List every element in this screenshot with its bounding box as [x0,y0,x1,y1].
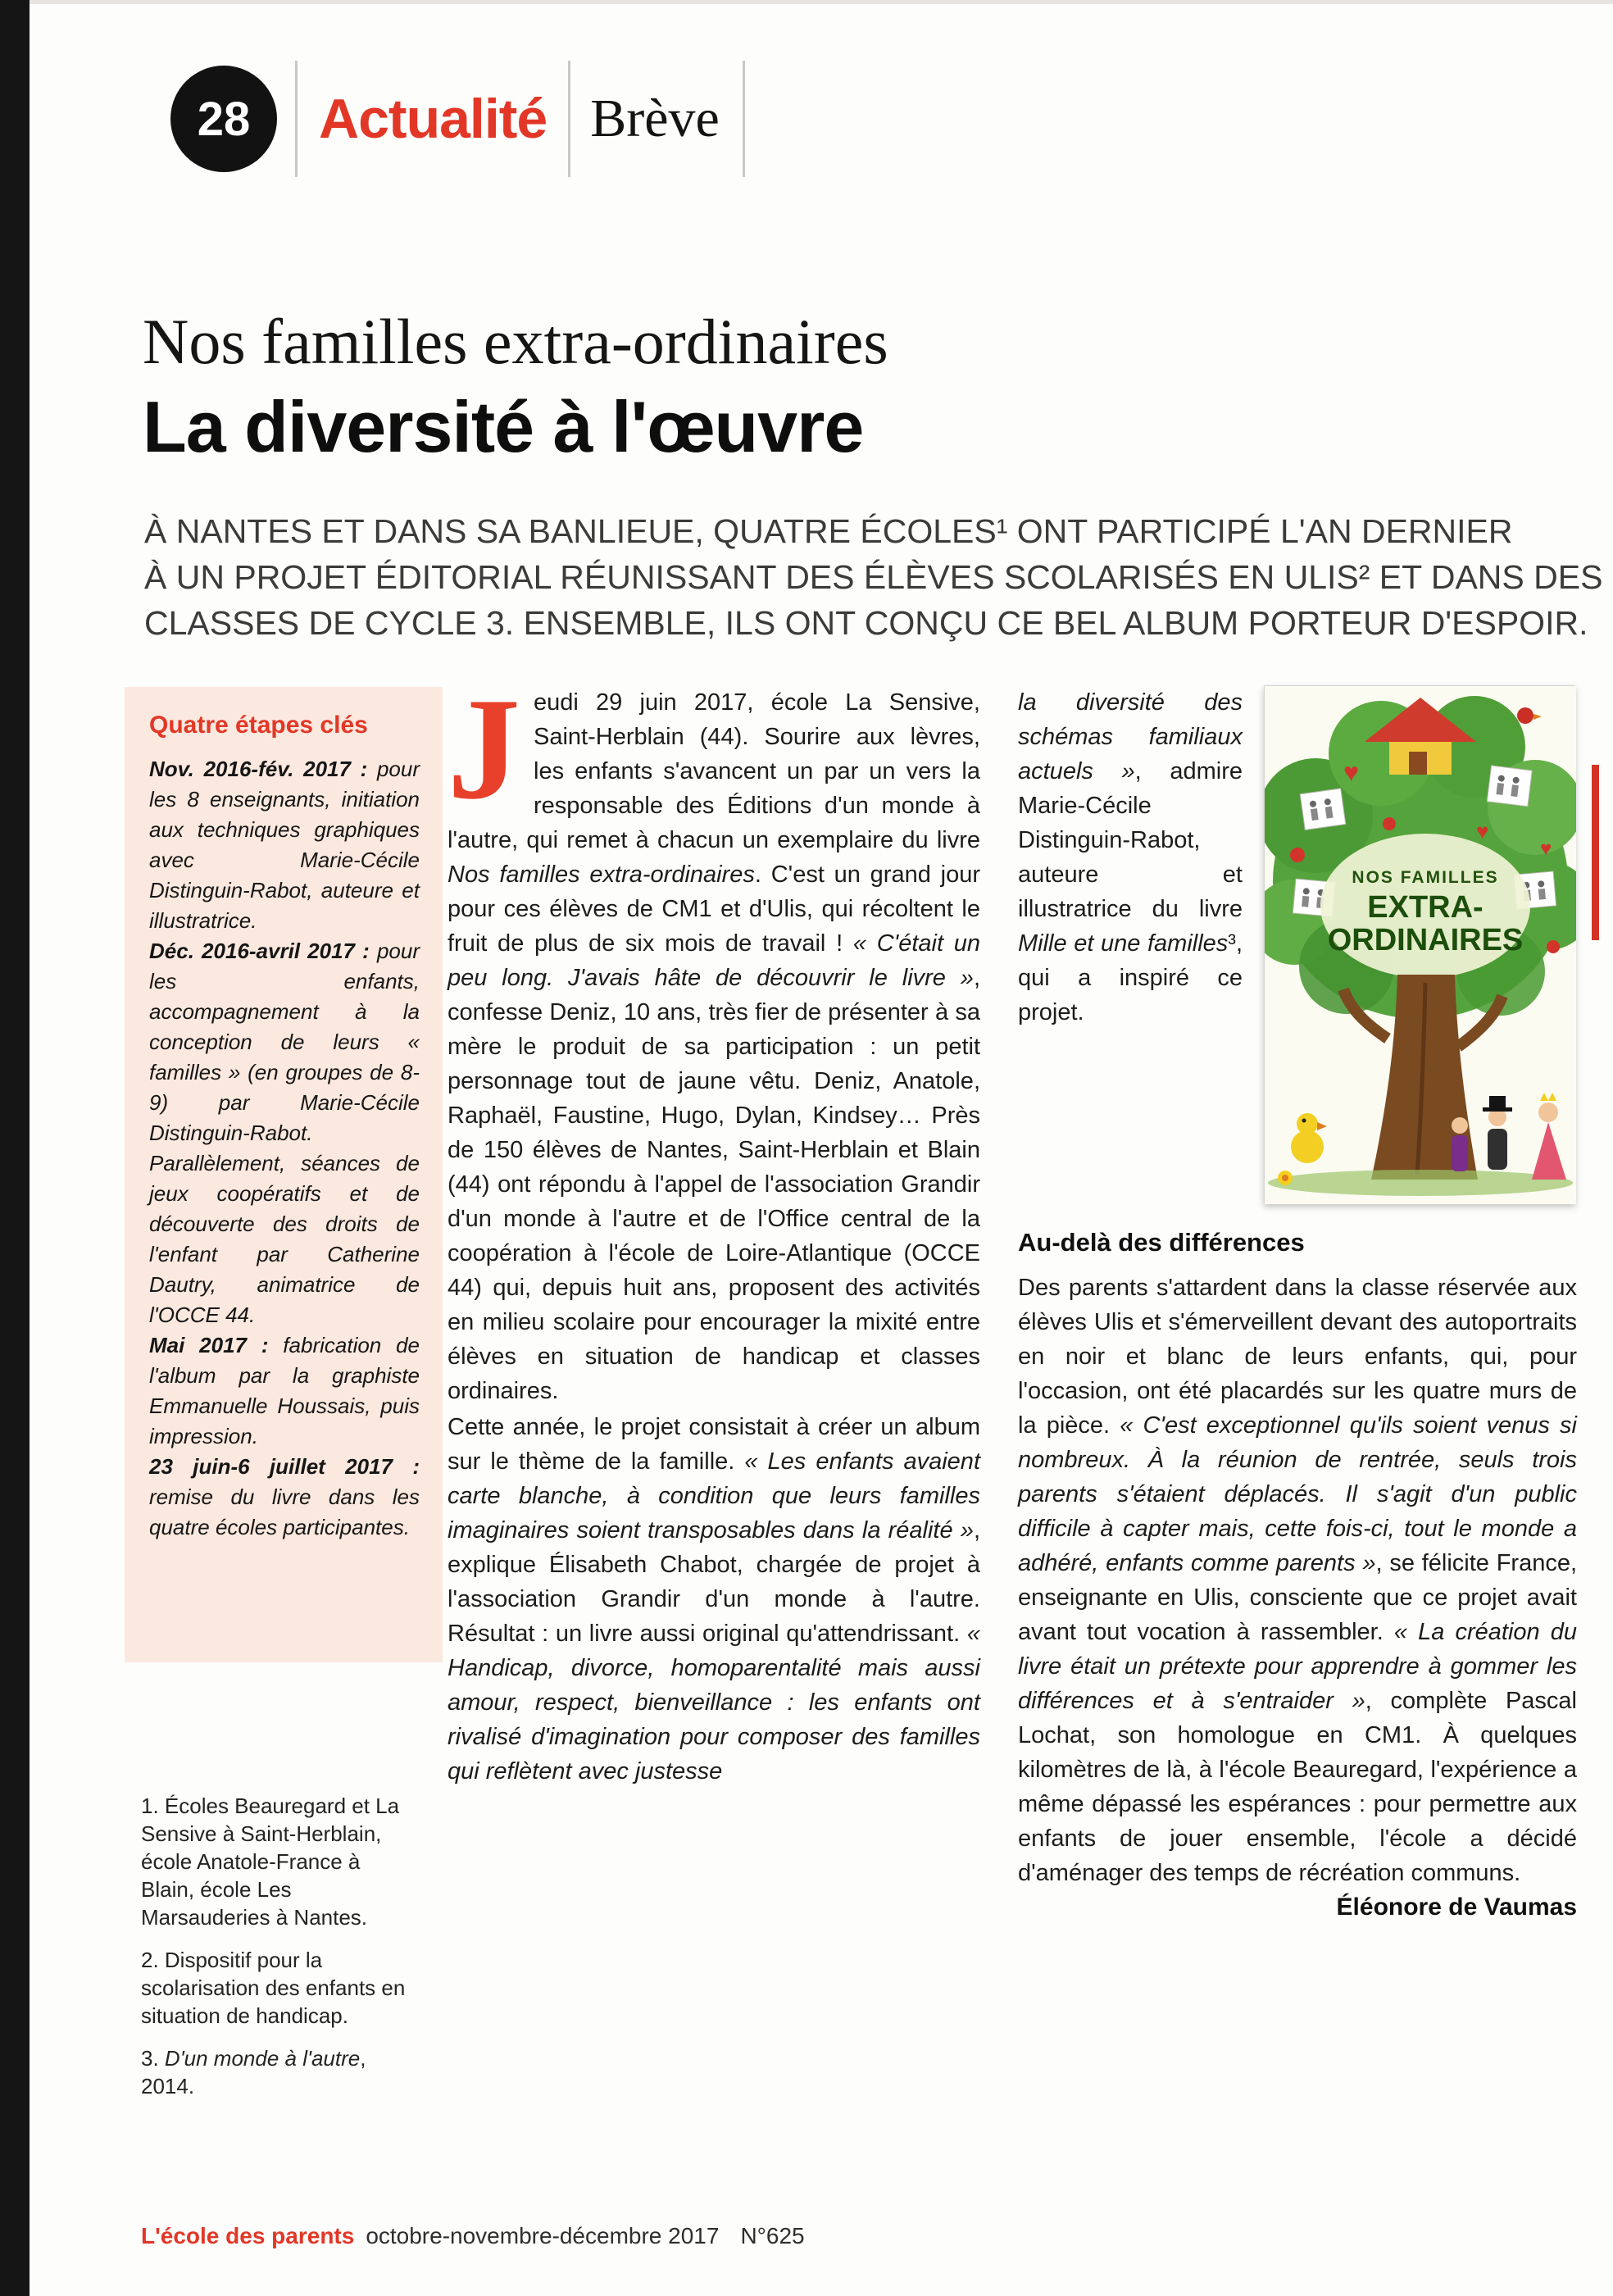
article-column-right [1018,685,1577,1925]
sidebar-entry [149,754,420,936]
footnotes [141,1792,411,2115]
masthead [170,61,745,177]
standfirst [144,508,1602,646]
article-column-main [448,667,980,1789]
grass [1268,1170,1573,1196]
paragraph-text: Cette année, le projet consistait à créer un album sur le thème de la famille. « Les enfants avaient carte blanche, à condition que leurs familles imaginaires soient transposables dans la réalité », explique Élisabeth Chabot, chargée de projet à l'association Grandir d'un monde à l'autre. Résultat : un livre aussi original qu'attendrissant. « Handicap, divorce, homoparentalité mais aussi amour, respect, bienveillance : les enfants ont rivalisé d'imagination pour composer des familles qui reflètent avec justesse [448,1414,980,1785]
svg-text:♥: ♥ [1343,757,1359,787]
sidebar-entry [149,936,420,1330]
section-label: Actualité [319,88,548,150]
paragraph-text: eudi 29 juin 2017, école La Sensive, Saint-Herblain (44). Sourire aux lèvres, les enfants s'avancent un par un vers la responsable des Éditions d'un monde à l'autre, qui remet à chacun un exemplaire du livre Nos familles extra-ordinaires. C'est un grand jour pour ces élèves de CM1 et d'Ulis, qui récoltent le fruit de plus de six mois de travail ! « C'était un peu long. J'avais hâte de découvrir le livre », confesse Deniz, 10 ans, très fier de présenter à sa mère le produit de sa participation : un petit personnage tout de jaune vêtu. Deniz, Anatole, Raphaël, Faustine, Hugo, Dylan, Kindsey… Près de 150 élèves de Nantes, Saint-Herblain et Blain (44) ont répondu à l'appel de l'association Grandir d'un monde à l'autre et de l'Office central de la coopération à l'école de Loire-Atlantique (OCCE 44) qui, depuis huit ans, proposent des activités en milieu scolaire pour encourager la mixité entre élèves en situation de handicap et classes ordinaires. [448,689,980,1404]
key-steps-sidebar [125,687,443,1662]
page-footer [141,2223,805,2249]
masthead-divider [743,61,745,177]
issue-number: N°625 [740,2223,805,2248]
article-paragraph [448,667,980,1408]
cover-title-small: NOS FAMILLES [1352,868,1499,887]
standfirst-line: À NANTES ET DANS SA BANLIEUE, QUATRE ÉCOLES¹ ONT PARTICIPÉ L'AN DERNIER [144,512,1513,550]
svg-text:♥: ♥ [1476,819,1489,843]
sidebar-entry [149,1452,420,1543]
svg-text:♥: ♥ [1540,838,1552,860]
article-kicker: Nos familles extra-ordinaires [143,306,888,377]
footnote-2: 2. Dispositif pour la scolarisation des enfants en situation de handicap. [141,1948,406,2028]
article-paragraph [1018,1271,1578,1921]
issue-date: octobre-novembre-décembre 2017 [366,2223,720,2248]
sidebar-entry-date: 23 juin-6 juillet 2017 : [149,1454,420,1479]
rubric-label: Brève [590,89,720,148]
sidebar-entry-date: Mai 2017 : [149,1333,269,1357]
drop-cap: J [448,667,520,830]
magazine-name: L'école des parents [141,2223,355,2248]
standfirst-line: CLASSES DE CYCLE 3. ENSEMBLE, ILS ONT CONÇU CE BEL ALBUM PORTEUR D'ESPOIR. [144,604,1588,642]
scan-edge-left [0,0,30,2296]
byline: Éléonore de Vaumas [1336,1894,1577,1921]
standfirst-line: À UN PROJET ÉDITORIAL RÉUNISSANT DES ÉLÈVES SCOLARISÉS EN ULIS² ET DANS DES [144,558,1603,596]
scan-edge-top [30,0,1613,4]
paragraph-text: la diversité des schémas familiaux actuels », admire Marie-Cécile Distinguin-Rabot, auteure et illustratrice du livre Mille et une familles³, qui a inspiré ce projet. [1018,689,1243,1025]
article-paragraph [1018,685,1243,1203]
footnote-3: 3. D'un monde à l'autre, 2014. [141,2046,366,2098]
page-edge-red-stripe [1592,765,1599,940]
section-subhead: Au-delà des différences [1018,1228,1305,1257]
sidebar-entry-date: Nov. 2016-fév. 2017 : [149,757,368,781]
sidebar-entry [149,1330,420,1452]
masthead-divider [295,61,298,177]
cover-title-line1: EXTRA- [1367,890,1484,925]
footnote-1: 1. Écoles Beauregard et La Sensive à Saint-Herblain, école Anatole-France à Blain, école Les Marsauderies à Nantes. [141,1794,400,1930]
sidebar-title: Quatre étapes clés [149,712,368,739]
headline-block [143,305,888,469]
sidebar-entry-text: pour les enfants, accompagnement à la conception de leurs « familles » (en groupes de 8-9) par Marie-Cécile Distinguin-Rabot. Parallèlement, séances de jeux coopératifs et de découverte des droits de l'enfant par Catherine Dautry, animatrice de l'OCCE 44. [149,939,420,1327]
article-paragraph [448,1410,980,1789]
page-number-badge: 28 [170,66,277,172]
sidebar-entry-text: remise du livre dans les quatre écoles participantes. [149,1484,420,1539]
right-top-block [1018,685,1577,1203]
paragraph-text: Des parents s'attardent dans la classe réservée aux élèves Ulis et s'émerveillent devant des autoportraits en noir et blanc de leurs enfants, qui, pour l'occasion, ont été placardés sur les quatre murs de la pièce. « C'est exceptionnel qu'ils soient venus si nombreux. À la réunion de rentrée, seuls trois parents s'étaient déplacés. Il s'agit d'un public difficile à capter mais, cette fois-ci, tout le monde a adhéré, enfants comme parents », se félicite France, enseignante en Ulis, consciente que ce projet avait avant tout vocation à rassembler. « La création du livre était un prétexte pour apprendre à gommer les différences et à s'entraider », complète Pascal Lochat, son homologue en CM1. À quelques kilomètres de là, à l'école Beauregard, l'expérience a même dépassé les espérances : pour permettre aux enfants de jouer ensemble, l'école a décidé d'aménager des temps de récréation communs. [1018,1275,1578,1886]
page-title: La diversité à l'œuvre [143,386,864,467]
book-cover-illustration [1265,686,1576,1204]
sidebar-entry-text: fabrication de l'album par la graphiste Emmanuelle Houssais, puis impression. [149,1333,420,1448]
sidebar-entry-text: pour les 8 enseignants, initiation aux techniques graphiques avec Marie-Cécile Distinguin-Rabot, auteure et illustratrice. [149,757,420,933]
sidebar-entry-date: Déc. 2016-avril 2017 : [149,939,370,963]
book-cover [1264,685,1575,1203]
masthead-divider [568,61,570,177]
cover-title-line2: ORDINAIRES [1327,923,1524,957]
